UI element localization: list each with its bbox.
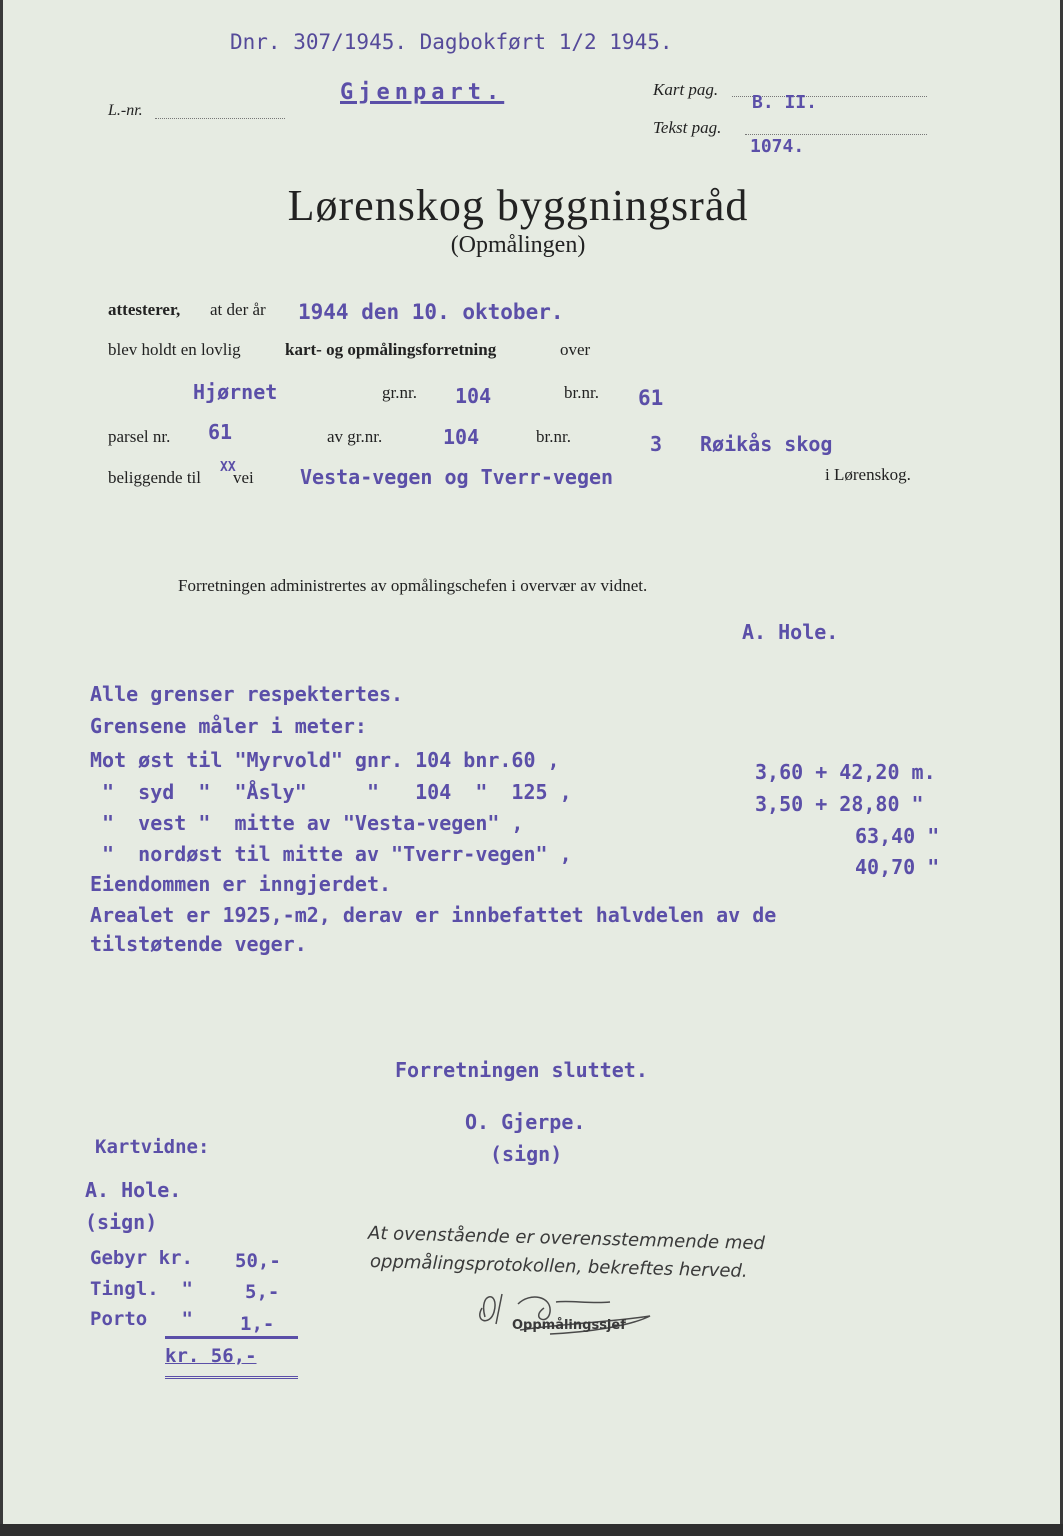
witness-name: A. Hole. [85, 1178, 182, 1202]
av-grnr-label: av gr.nr. [327, 427, 383, 446]
fee-sum-line [165, 1336, 298, 1339]
av-grnr-value: 104 [443, 425, 480, 449]
page-title: Lørenskog byggningsråd [287, 181, 749, 230]
boundary-row-measure: 3,50 + 28,80 " [755, 792, 924, 816]
fee-total-underline [165, 1376, 298, 1379]
brnr2-label: br.nr. [536, 427, 571, 446]
signature-image [460, 1282, 660, 1352]
journal-number: Dnr. 307/1945. Dagbokført 1/2 1945. [230, 30, 673, 54]
admin-witness: A. Hole. [742, 620, 839, 644]
fee-amount: 5,- [245, 1281, 280, 1303]
boundary-row-measure: 63,40 " [855, 824, 940, 848]
road-names: Vesta-vegen og Tverr-vegen [300, 465, 614, 489]
parsel-label: parsel nr. [108, 427, 171, 446]
body-line-1: Alle grenser respektertes. [90, 682, 404, 706]
kart-pag-label: Kart pag. [653, 80, 719, 99]
body-line-8: Arealet er 1925,-m2, derav er innbefattet halvdelen av de [90, 903, 777, 927]
boundary-row-text: " nordøst til mitte av "Tverr-vegen" , [90, 842, 572, 866]
witness-label: Kartvidne: [95, 1136, 210, 1158]
typed-over-mark: XX [220, 460, 236, 475]
beliggende-label: beliggende til [108, 468, 202, 487]
survey-type: kart- og opmålingsforretning [285, 340, 497, 359]
signer-name: O. Gjerpe. [465, 1110, 586, 1134]
boundary-row-measure: 3,60 + 42,20 m. [755, 760, 936, 784]
fee-label: Porto " [90, 1308, 193, 1330]
fee-total: kr. 56,- [165, 1345, 257, 1367]
scan-edge-bottom [0, 1524, 1063, 1536]
stamp-line-1: At ovenstående er overensstemmende med [367, 1222, 766, 1255]
fee-amount: 50,- [235, 1250, 281, 1272]
survey-date: 1944 den 10. oktober. [298, 300, 564, 324]
boundary-row-text: Mot øst til "Myrvold" gnr. 104 bnr.60 , [90, 748, 560, 772]
tekst-pag-label: Tekst pag. [653, 118, 722, 137]
witness-sign: (sign) [85, 1210, 158, 1234]
boundary-row-text: " vest " mitte av "Vesta-vegen" , [90, 811, 524, 835]
brnr-label: br.nr. [564, 383, 599, 402]
fee-label: Tingl. " [90, 1278, 193, 1300]
boundary-row-text: " syd " "Åsly" " 104 " 125 , [90, 780, 572, 804]
fee-label: Gebyr kr. [90, 1247, 193, 1269]
fee-amount: 1,- [240, 1313, 275, 1335]
tekst-pag-value: 1074. [750, 136, 805, 157]
vei-label: vei [233, 468, 254, 487]
tekst-pag-line [745, 134, 927, 135]
stamp-line-2: oppmålingsprotokollen, bekreftes herved. [369, 1251, 748, 1282]
over-text: over [560, 340, 591, 359]
closing-statement: Forretningen sluttet. [395, 1058, 648, 1082]
property-name: Hjørnet [193, 380, 278, 404]
page-subtitle: (Opmålingen) [450, 232, 586, 258]
parsel-value: 61 [208, 420, 233, 444]
brnr2-value: 3 [650, 432, 663, 456]
attesterer-label: attesterer, [108, 300, 181, 319]
stamp-office: Oppmålingssjef [512, 1318, 626, 1333]
body-line-2: Grensene måler i meter: [90, 714, 367, 738]
at-der-ar-label: at der år [210, 300, 266, 319]
lnr-label: L.-nr. [108, 102, 143, 119]
grnr-value: 104 [455, 384, 492, 408]
municipality: i Lørenskog. [825, 465, 911, 484]
parent-property-name: Røikås skog [700, 432, 833, 456]
brnr-value: 61 [638, 386, 664, 410]
boundary-row-measure: 40,70 " [855, 855, 940, 879]
lnr-line [155, 118, 285, 119]
grnr-label: gr.nr. [382, 383, 417, 402]
copy-marker: Gjenpart. [340, 80, 505, 105]
body-line-9: tilstøtende veger. [90, 932, 307, 956]
body-line-7: Eiendommen er inngjerdet. [90, 872, 392, 896]
signer-sign: (sign) [490, 1142, 563, 1166]
held-text: blev holdt en lovlig [108, 340, 241, 359]
kart-pag-value: B. II. [752, 92, 818, 113]
administration-text: Forretningen administrertes av opmålingschefen i overvær av vidnet. [178, 576, 648, 595]
